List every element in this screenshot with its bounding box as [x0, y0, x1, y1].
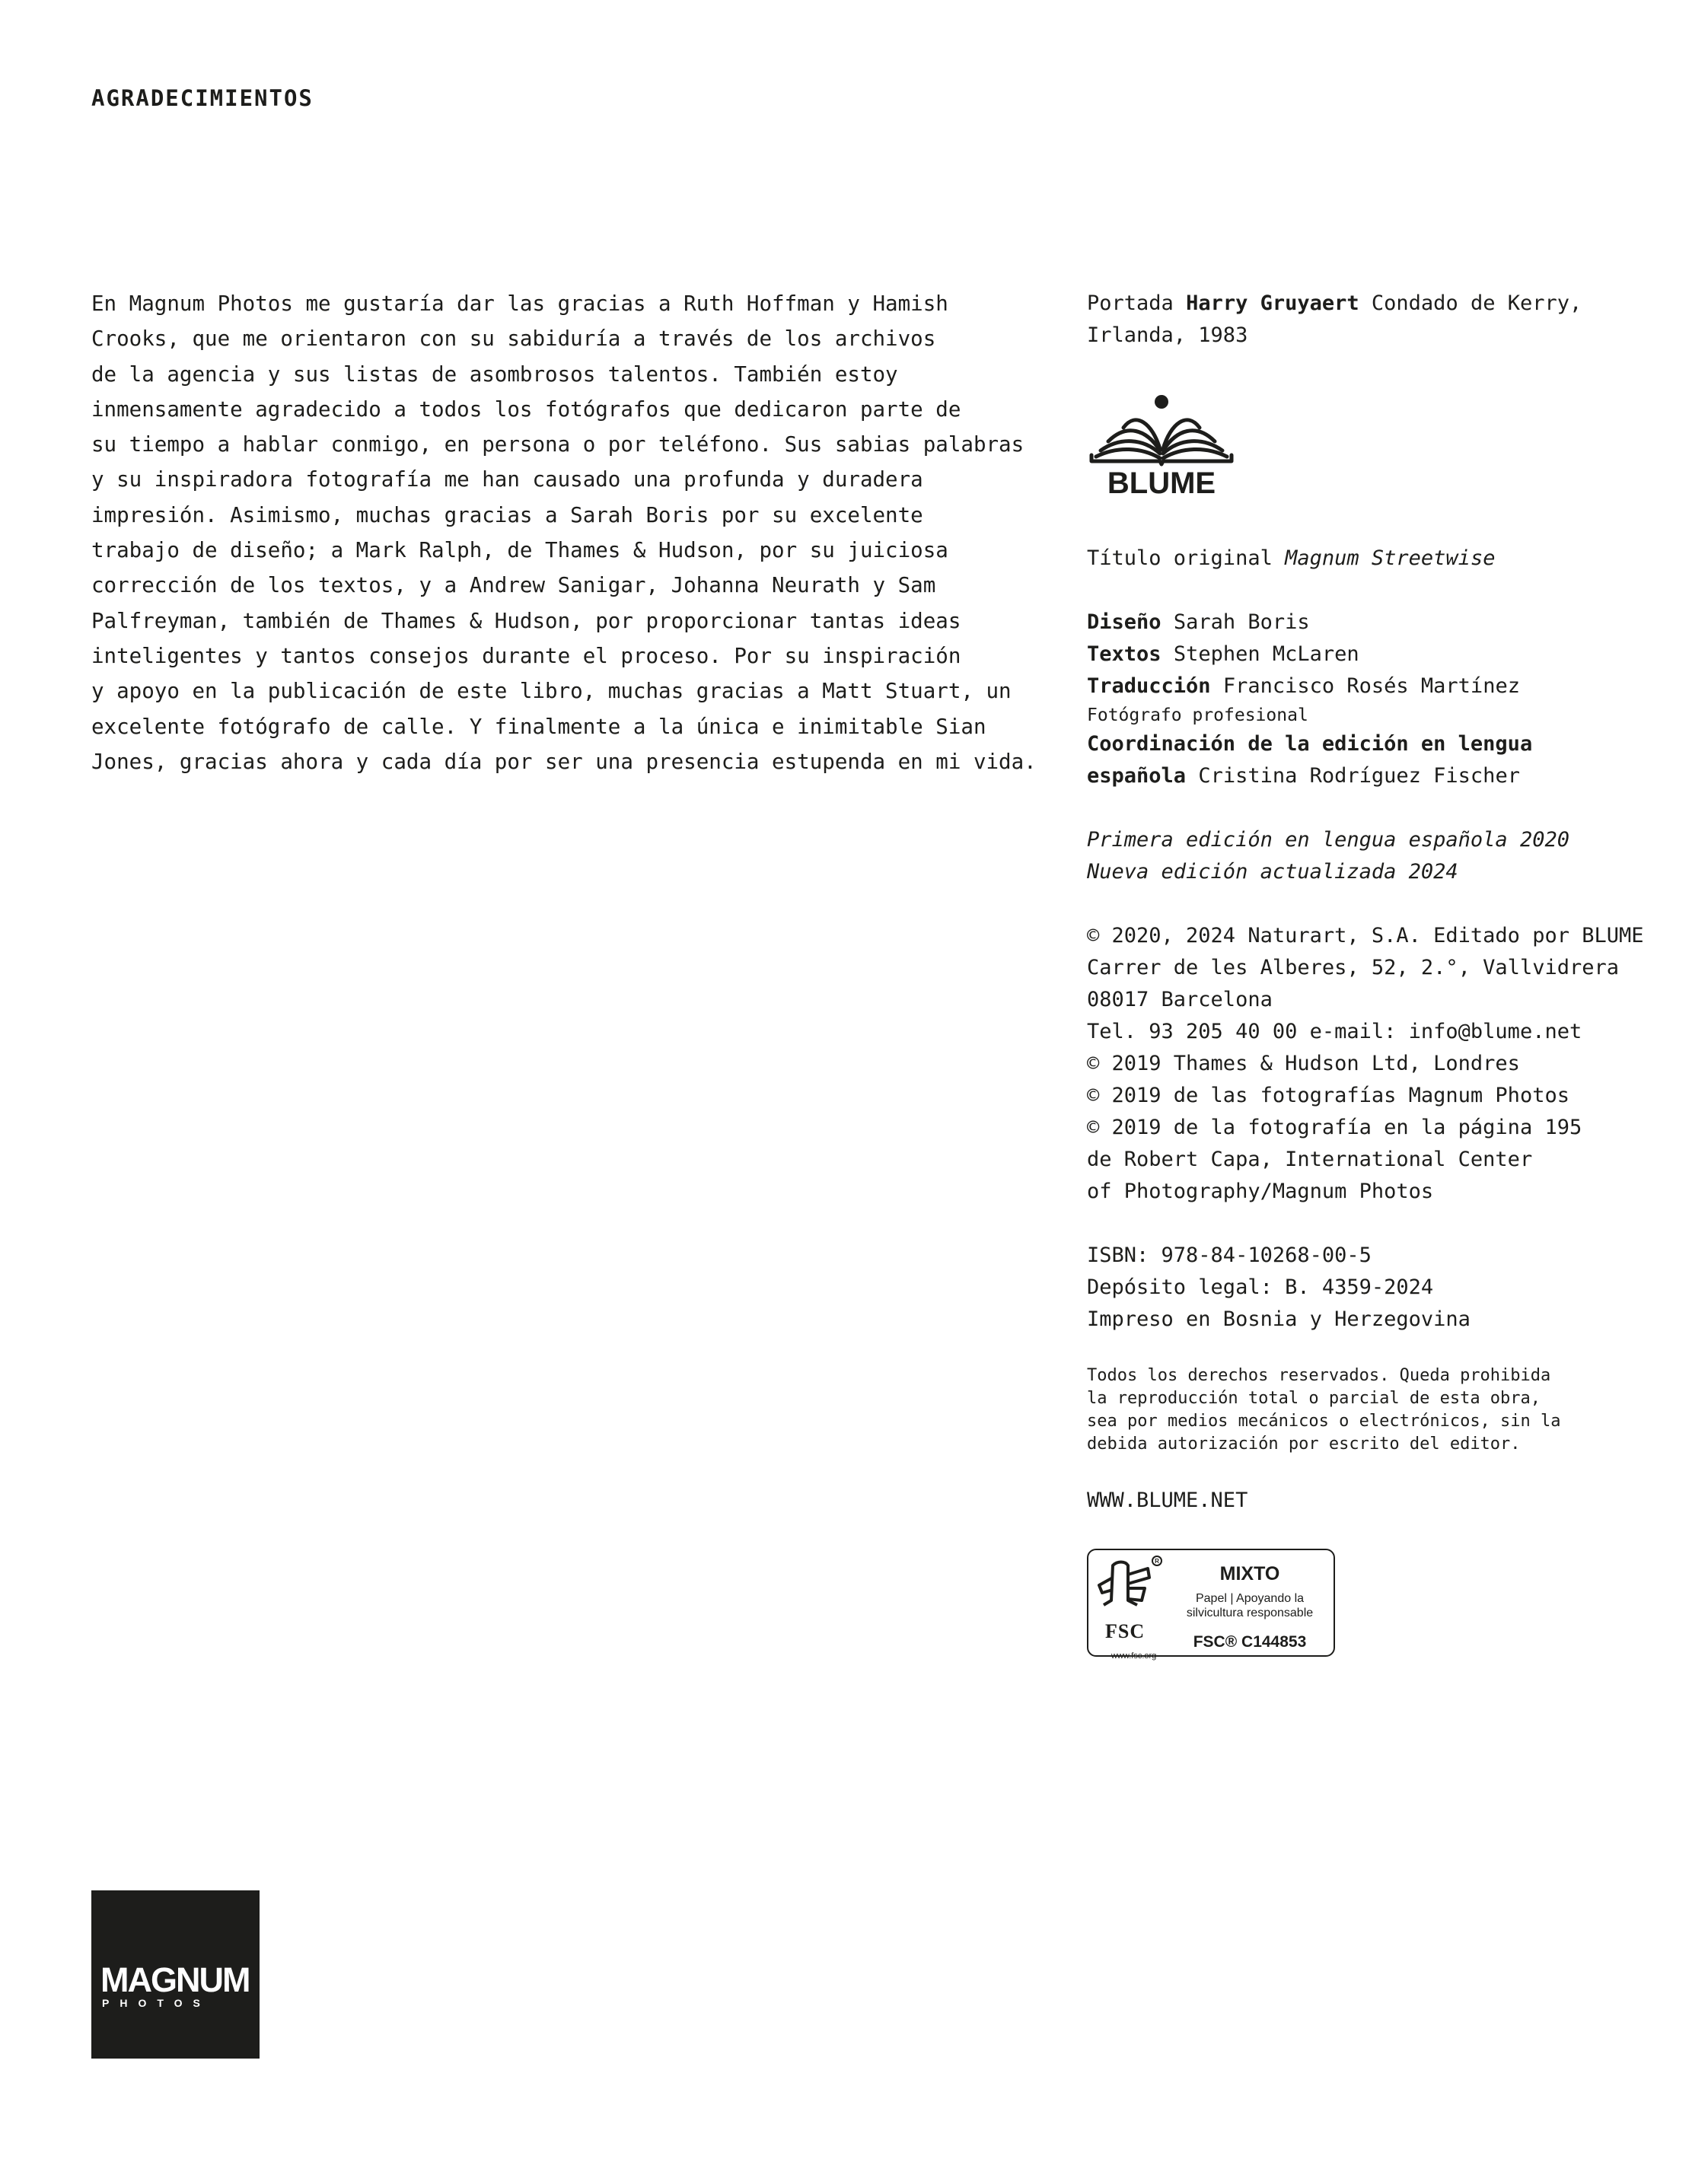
blume-wordmark: BLUME: [1107, 467, 1216, 496]
fsc-code: FSC® C144853: [1193, 1633, 1307, 1651]
ack-line: excelente fotógrafo de calle. Y finalmente a la única e inimitable Sian: [91, 714, 986, 739]
ack-line: y su inspiradora fotografía me han causado una profunda y duradera: [91, 467, 923, 492]
ack-line: corrección de los textos, y a Andrew Sanigar, Johanna Neurath y Sam: [91, 573, 936, 598]
original-title-value: Magnum Streetwise: [1285, 546, 1496, 570]
coordination-label: Coordinación de la edición en lengua: [1087, 732, 1533, 756]
copyright-line: of Photography/Magnum Photos: [1087, 1180, 1434, 1203]
copyright-line: © 2020, 2024 Naturart, S.A. Editado por BLUME: [1087, 924, 1644, 947]
ack-line: inteligentes y tantos consejos durante el proceso. Por su inspiración: [91, 643, 961, 668]
fsc-label: [1087, 1549, 1335, 1661]
printed-in-line: Impreso en Bosnia y Herzegovina: [1087, 1307, 1471, 1331]
translation-label: Traducción: [1087, 674, 1211, 698]
page-title: AGRADECIMIENTOS: [91, 85, 314, 111]
fsc-url: www.fsc.org: [1111, 1651, 1157, 1661]
fsc-tree-icon: [1095, 1555, 1168, 1616]
copyright: [1087, 920, 1644, 1208]
ack-line: de la agencia y sus listas de asombrosos talentos. También estoy: [91, 361, 898, 387]
translation-note: Fotógrafo profesional: [1087, 705, 1308, 725]
design-value: Sarah Boris: [1173, 610, 1310, 634]
blume-logo: [1087, 390, 1620, 506]
fsc-title: MIXTO: [1219, 1563, 1280, 1584]
fsc-brand: FSC: [1105, 1620, 1146, 1642]
edition-line: Nueva edición actualizada 2024: [1087, 860, 1458, 884]
coordination-label-cont: española: [1087, 764, 1187, 788]
fsc-desc-line: Papel | Apoyando la: [1195, 1592, 1305, 1605]
original-title: [1087, 543, 1620, 575]
rights-line: Todos los derechos reservados. Queda prohibida: [1087, 1366, 1551, 1385]
ack-line: Crooks, que me orientaron con su sabiduría a través de los archivos: [91, 326, 936, 352]
rights-line: debida autorización por escrito del editor.: [1087, 1435, 1521, 1454]
acknowledgements-text: [91, 286, 1037, 779]
design-label: Diseño: [1087, 610, 1162, 634]
magnum-wordmark: MAGNUM: [100, 1960, 250, 1999]
ack-line: impresión. Asimismo, muchas gracias a Sarah Boris por su excelente: [91, 502, 923, 527]
copyright-line: © 2019 Thames & Hudson Ltd, Londres: [1087, 1052, 1520, 1075]
copyright-line: 08017 Barcelona: [1087, 988, 1273, 1011]
cover-credit: [1087, 288, 1620, 352]
rights-notice: [1087, 1365, 1620, 1456]
texts-label: Textos: [1087, 642, 1162, 666]
texts-value: Stephen McLaren: [1173, 642, 1359, 666]
ack-line: En Magnum Photos me gustaría dar las gracias a Ruth Hoffman y Hamish: [91, 291, 948, 316]
copyright-line: Carrer de les Alberes, 52, 2.°, Vallvidrera: [1087, 956, 1619, 979]
isbn-block: [1087, 1240, 1620, 1336]
cover-place-line: Irlanda, 1983: [1087, 323, 1248, 347]
ack-line: Palfreyman, también de Thames & Hudson, por proporcionar tantas ideas: [91, 608, 961, 633]
open-book-logo-icon: [1087, 390, 1236, 496]
ack-line: Jones, gracias ahora y cada día por ser una presencia estupenda en mi vida.: [91, 749, 1037, 774]
cover-label: Portada: [1087, 291, 1174, 315]
rights-line: sea por medios mecánicos o electrónicos, sin la: [1087, 1412, 1561, 1431]
copyright-line: Tel. 93 205 40 00 e-mail: info@blume.net: [1087, 1020, 1582, 1043]
ack-line: trabajo de diseño; a Mark Ralph, de Thames & Hudson, por su juiciosa: [91, 538, 948, 563]
legal-deposit-line: Depósito legal: B. 4359-2024: [1087, 1275, 1434, 1299]
website-text: WWW.BLUME.NET: [1087, 1489, 1248, 1512]
edition-line: Primera edición en lengua española 2020: [1087, 828, 1569, 852]
ack-line: su tiempo a hablar conmigo, en persona o por teléfono. Sus sabias palabras: [91, 432, 1024, 457]
website: [1087, 1485, 1620, 1517]
fsc-details: [1174, 1562, 1326, 1658]
magnum-photos-logo: [91, 1890, 260, 2059]
translation-value: Francisco Rosés Martínez: [1222, 674, 1520, 698]
cover-photographer: Harry Gruyaert: [1186, 291, 1359, 315]
copyright-line: © 2019 de las fotografías Magnum Photos: [1087, 1084, 1569, 1107]
ack-line: y apoyo en la publicación de este libro, muchas gracias a Matt Stuart, un: [91, 679, 1012, 704]
rights-line: la reproducción total o parcial de esta obra,: [1087, 1389, 1541, 1408]
ack-line: inmensamente agradecido a todos los fotógrafos que dedicaron parte de: [91, 396, 961, 422]
original-title-label: Título original: [1087, 546, 1273, 570]
editions: [1087, 824, 1620, 888]
copyright-line: © 2019 de la fotografía en la página 195: [1087, 1116, 1582, 1139]
colophon: [1087, 288, 1644, 1661]
coordination-value: Cristina Rodríguez Fischer: [1198, 764, 1520, 788]
fsc-desc-line: silvicultura responsable: [1186, 1607, 1314, 1619]
cover-place: Condado de Kerry,: [1371, 291, 1582, 315]
magnum-subtitle: PHOTOS: [102, 1997, 211, 2009]
isbn-line: ISBN: 978-84-10268-00-5: [1087, 1244, 1372, 1267]
copyright-line: de Robert Capa, International Center: [1087, 1148, 1533, 1171]
svg-text:R: R: [1155, 1558, 1159, 1565]
credits: [1087, 607, 1620, 792]
fsc-desc: [1174, 1591, 1326, 1620]
